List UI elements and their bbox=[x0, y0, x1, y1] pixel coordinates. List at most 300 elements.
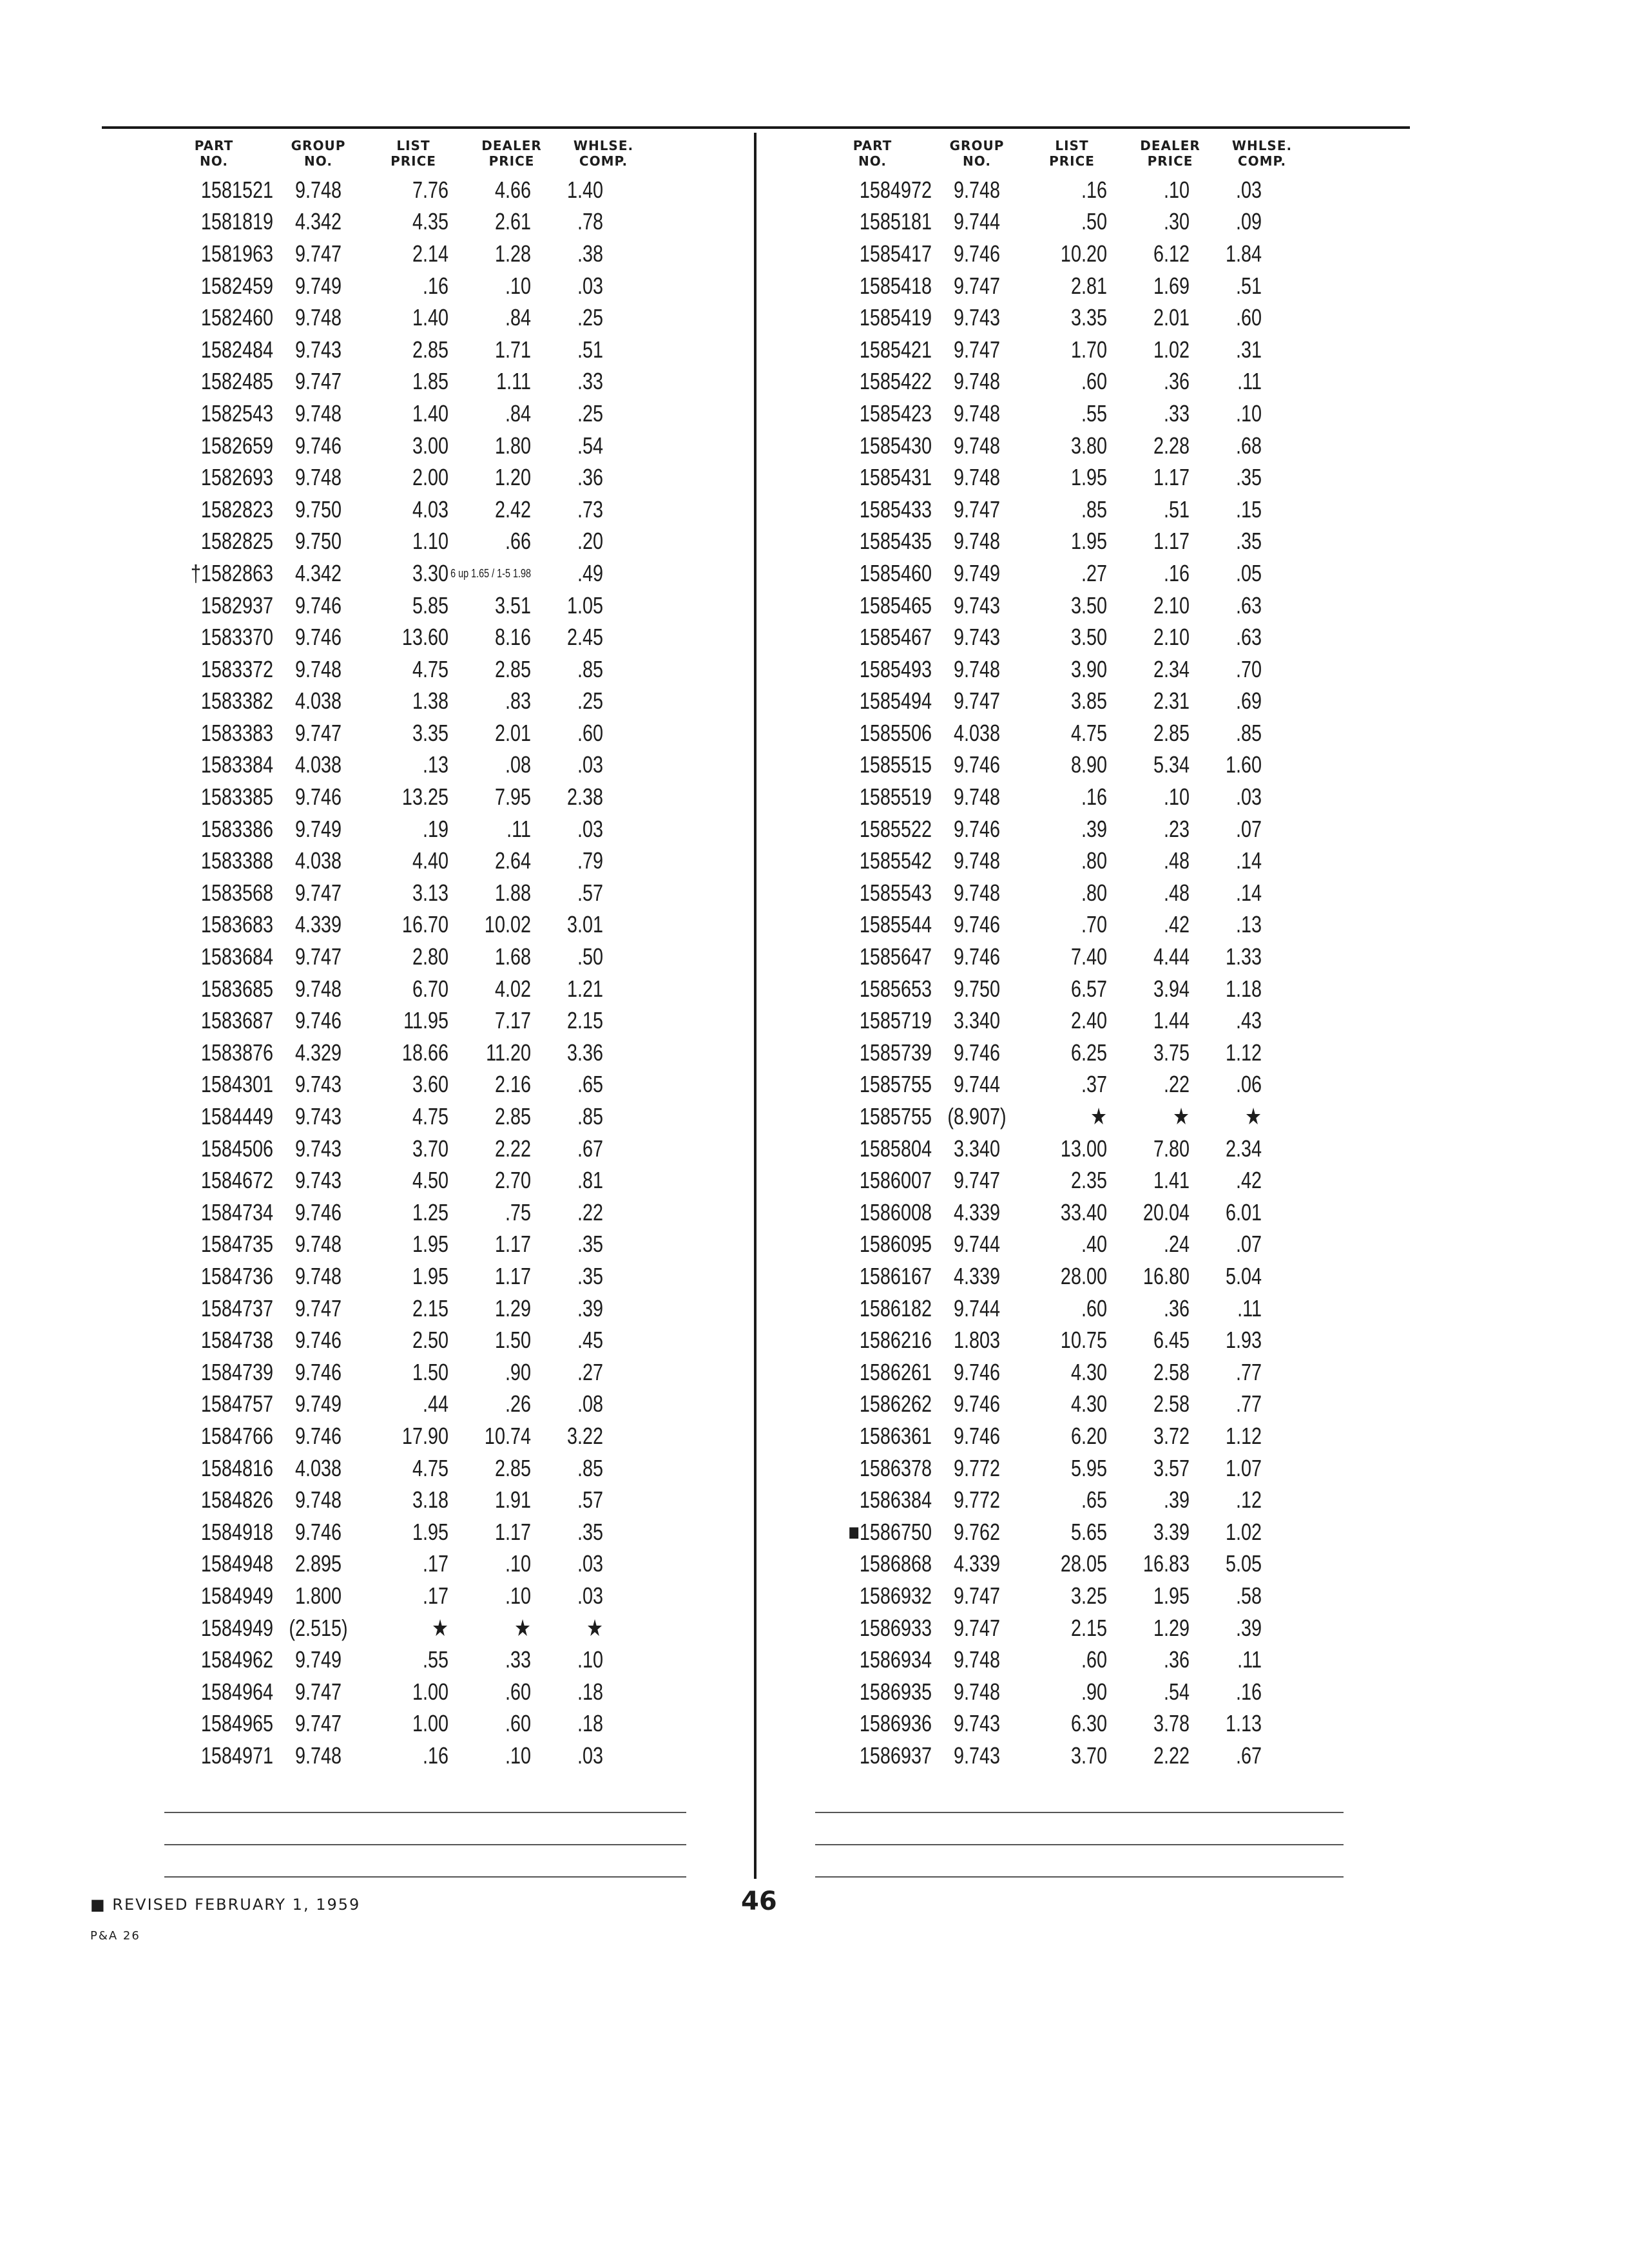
table-row bbox=[155, 206, 603, 238]
group-no-cell: 9.750 bbox=[953, 975, 1001, 1002]
table-row bbox=[155, 1452, 603, 1485]
whlse-comp-cell: .07 bbox=[1235, 815, 1262, 842]
table-row bbox=[813, 1133, 1262, 1165]
table-row bbox=[813, 717, 1262, 749]
table-row bbox=[813, 1069, 1262, 1101]
part-no-cell: 1586934 bbox=[859, 1646, 932, 1673]
list-price-cell: 1.40 bbox=[412, 304, 448, 331]
list-price-cell: 3.70 bbox=[412, 1135, 448, 1162]
list-price-cell: 3.50 bbox=[1070, 624, 1107, 651]
whlse-comp-cell: 6.01 bbox=[1225, 1198, 1262, 1225]
list-price-cell: 10.20 bbox=[1060, 240, 1107, 267]
dealer-price-cell: 2.70 bbox=[494, 1167, 531, 1194]
list-price-cell: .60 bbox=[1081, 1294, 1107, 1321]
whlse-comp-cell: .03 bbox=[1235, 783, 1262, 811]
part-no-cell: 1583388 bbox=[200, 847, 273, 874]
group-no-cell: 9.748 bbox=[294, 304, 342, 331]
group-no-cell: 9.748 bbox=[953, 399, 1001, 427]
list-price-cell: 3.90 bbox=[1070, 655, 1107, 682]
table-row bbox=[155, 1293, 603, 1325]
dealer-price-cell: 2.01 bbox=[1153, 304, 1190, 331]
dealer-price-cell: 7.95 bbox=[494, 783, 531, 811]
dealer-price-cell: .39 bbox=[1163, 1486, 1190, 1514]
whlse-comp-cell: .06 bbox=[1235, 1071, 1262, 1098]
group-no-cell: 9.748 bbox=[953, 464, 1001, 491]
list-price-cell: 1.38 bbox=[412, 687, 448, 715]
whlse-comp-cell: 3.01 bbox=[566, 911, 603, 938]
dealer-price-cell: 1.29 bbox=[1153, 1614, 1190, 1641]
part-no-cell: 1585465 bbox=[859, 591, 932, 619]
whlse-comp-cell: .67 bbox=[1235, 1742, 1262, 1769]
part-no-cell: 1586261 bbox=[859, 1358, 932, 1385]
table-row bbox=[813, 1516, 1262, 1548]
group-no-cell: 9.746 bbox=[953, 1039, 1001, 1066]
group-no-cell: 9.743 bbox=[294, 1071, 342, 1098]
part-no-cell: 1585493 bbox=[859, 655, 932, 682]
whlse-comp-cell: .36 bbox=[577, 464, 603, 491]
table-row bbox=[813, 461, 1262, 494]
group-no-cell: 9.746 bbox=[953, 1390, 1001, 1418]
dealer-price-cell: .10 bbox=[505, 1550, 531, 1577]
group-no-cell: (2.515) bbox=[289, 1614, 348, 1641]
dealer-price-cell: 3.57 bbox=[1153, 1454, 1190, 1481]
list-price-cell: .13 bbox=[422, 751, 448, 778]
table-row bbox=[813, 877, 1262, 909]
list-price-cell: .16 bbox=[1081, 783, 1107, 811]
part-no-cell: 1585430 bbox=[859, 432, 932, 459]
part-no-cell: 1583685 bbox=[200, 975, 273, 1002]
dealer-price-cell: 2.31 bbox=[1153, 687, 1190, 715]
table-row bbox=[813, 621, 1262, 653]
table-row bbox=[813, 653, 1262, 686]
list-price-cell: 1.95 bbox=[1070, 464, 1107, 491]
header-part-no: PART NO. bbox=[853, 138, 892, 169]
whlse-comp-cell: .03 bbox=[577, 1582, 603, 1609]
dealer-price-cell: 1.28 bbox=[494, 240, 531, 267]
dealer-price-cell: .30 bbox=[1163, 208, 1190, 235]
part-no-cell: 1584826 bbox=[200, 1486, 273, 1514]
whlse-comp-cell: .58 bbox=[1235, 1582, 1262, 1609]
list-price-cell: .44 bbox=[422, 1390, 448, 1418]
header-whlse-comp: WHLSE. COMP. bbox=[1231, 138, 1293, 169]
whlse-comp-cell: .07 bbox=[1235, 1231, 1262, 1258]
table-header bbox=[155, 138, 715, 174]
group-no-cell: 9.748 bbox=[294, 1262, 342, 1289]
group-no-cell: 9.749 bbox=[294, 272, 342, 299]
dealer-price-cell: .66 bbox=[505, 528, 531, 555]
part-no-cell: 1586933 bbox=[859, 1614, 932, 1641]
dealer-price-cell: 1.68 bbox=[494, 943, 531, 970]
blank-entry-line bbox=[164, 1812, 686, 1813]
list-price-cell: 4.35 bbox=[412, 208, 448, 235]
part-no-cell: 1585543 bbox=[859, 879, 932, 906]
document-code: P&A 26 bbox=[90, 1929, 140, 1943]
part-no-cell: 1583372 bbox=[200, 655, 273, 682]
part-no-cell: 1585417 bbox=[859, 240, 932, 267]
dealer-price-cell: 2.10 bbox=[1153, 591, 1190, 619]
table-row bbox=[155, 1164, 603, 1196]
whlse-comp-cell: .08 bbox=[577, 1390, 603, 1418]
whlse-comp-cell: .11 bbox=[1237, 1646, 1262, 1673]
group-no-cell: 4.339 bbox=[953, 1550, 1001, 1577]
whlse-comp-cell: .73 bbox=[577, 495, 603, 523]
dealer-price-cell: 1.17 bbox=[1153, 528, 1190, 555]
dealer-price-cell: 3.75 bbox=[1153, 1039, 1190, 1066]
whlse-comp-cell: .38 bbox=[577, 240, 603, 267]
table-body bbox=[155, 174, 715, 1772]
whlse-comp-cell: 1.12 bbox=[1225, 1039, 1262, 1066]
list-price-cell: 3.30 bbox=[412, 559, 448, 586]
part-no-cell: 1585647 bbox=[859, 943, 932, 970]
list-price-cell: 7.40 bbox=[1070, 943, 1107, 970]
list-price-cell: .65 bbox=[1081, 1486, 1107, 1514]
group-no-cell: 9.747 bbox=[953, 687, 1001, 715]
group-no-cell: 9.748 bbox=[953, 847, 1001, 874]
dealer-price-cell: 2.58 bbox=[1153, 1358, 1190, 1385]
table-row bbox=[813, 270, 1262, 302]
whlse-comp-cell: 2.34 bbox=[1225, 1135, 1262, 1162]
list-price-cell: 4.30 bbox=[1070, 1390, 1107, 1418]
table-row bbox=[155, 1740, 603, 1772]
part-no-cell: 1582485 bbox=[200, 368, 273, 395]
table-row bbox=[155, 366, 603, 398]
part-no-cell: 1585433 bbox=[859, 495, 932, 523]
whlse-comp-cell: .85 bbox=[577, 655, 603, 682]
table-row bbox=[813, 1740, 1262, 1772]
list-price-cell: 18.66 bbox=[401, 1039, 448, 1066]
whlse-comp-cell: .35 bbox=[1235, 528, 1262, 555]
part-no-cell: 1585542 bbox=[859, 847, 932, 874]
group-no-cell: 9.746 bbox=[294, 1358, 342, 1385]
group-no-cell: 9.746 bbox=[953, 943, 1001, 970]
whlse-comp-cell: 1.07 bbox=[1225, 1454, 1262, 1481]
list-price-cell: .39 bbox=[1081, 815, 1107, 842]
list-price-cell: .55 bbox=[1081, 399, 1107, 427]
table-row bbox=[155, 1420, 603, 1452]
group-no-cell: 9.743 bbox=[953, 591, 1001, 619]
list-price-cell: .55 bbox=[422, 1646, 448, 1673]
list-price-cell: 13.00 bbox=[1060, 1135, 1107, 1162]
dealer-price-cell: 1.11 bbox=[496, 368, 531, 395]
whlse-comp-cell: .35 bbox=[577, 1518, 603, 1545]
dealer-price-cell: 1.17 bbox=[494, 1518, 531, 1545]
whlse-comp-cell: .03 bbox=[577, 1550, 603, 1577]
dealer-price-cell: .11 bbox=[506, 815, 531, 842]
whlse-comp-cell: .63 bbox=[1235, 624, 1262, 651]
whlse-comp-cell: .69 bbox=[1235, 687, 1262, 715]
part-no-cell: 1585755 bbox=[859, 1071, 932, 1098]
group-no-cell: 9.750 bbox=[294, 528, 342, 555]
group-no-cell: 9.747 bbox=[953, 1614, 1001, 1641]
group-no-cell: 9.746 bbox=[294, 783, 342, 811]
group-no-cell: 9.748 bbox=[953, 432, 1001, 459]
table-row bbox=[155, 1229, 603, 1261]
list-price-cell: 3.00 bbox=[412, 432, 448, 459]
whlse-comp-cell: .25 bbox=[577, 687, 603, 715]
dealer-price-cell: 6.12 bbox=[1153, 240, 1190, 267]
group-no-cell: 4.339 bbox=[953, 1262, 1001, 1289]
group-no-cell: 9.743 bbox=[953, 624, 1001, 651]
table-row bbox=[155, 461, 603, 494]
part-no-cell: 1585418 bbox=[859, 272, 932, 299]
list-price-cell: 1.70 bbox=[1070, 336, 1107, 363]
whlse-comp-cell: .12 bbox=[1235, 1486, 1262, 1514]
group-no-cell: 9.747 bbox=[294, 1710, 342, 1737]
part-no-cell: 1585804 bbox=[859, 1135, 932, 1162]
whlse-comp-cell: 2.45 bbox=[566, 624, 603, 651]
part-no-cell: 1583383 bbox=[200, 719, 273, 746]
whlse-comp-cell: 3.22 bbox=[566, 1422, 603, 1449]
table-row bbox=[155, 1100, 603, 1133]
part-no-cell: 1585181 bbox=[859, 208, 932, 235]
list-price-cell: 2.14 bbox=[412, 240, 448, 267]
group-no-cell: 9.744 bbox=[953, 1071, 1001, 1098]
part-no-cell: 1586262 bbox=[859, 1390, 932, 1418]
dealer-price-cell: 3.94 bbox=[1153, 975, 1190, 1002]
table-row bbox=[155, 941, 603, 973]
table-row bbox=[813, 334, 1262, 366]
list-price-cell: 16.70 bbox=[401, 911, 448, 938]
dealer-price-cell: 4.66 bbox=[494, 176, 531, 203]
part-no-cell: 1584739 bbox=[200, 1358, 273, 1385]
blank-entry-line bbox=[164, 1844, 686, 1845]
table-row bbox=[155, 1196, 603, 1229]
list-price-cell: 6.20 bbox=[1070, 1422, 1107, 1449]
whlse-comp-cell: .25 bbox=[577, 304, 603, 331]
part-no-cell: 1585739 bbox=[859, 1039, 932, 1066]
table-row bbox=[813, 1164, 1262, 1196]
dealer-price-cell: 2.58 bbox=[1153, 1390, 1190, 1418]
part-no-cell: 1584949 bbox=[200, 1582, 273, 1609]
table-row bbox=[155, 1516, 603, 1548]
group-no-cell: 9.747 bbox=[294, 240, 342, 267]
list-price-cell: .40 bbox=[1081, 1231, 1107, 1258]
part-no-cell: 1586095 bbox=[859, 1231, 932, 1258]
dealer-price-cell: .22 bbox=[1163, 1071, 1190, 1098]
table-row bbox=[155, 1580, 603, 1612]
group-no-cell: 1.800 bbox=[294, 1582, 342, 1609]
list-price-cell: 2.85 bbox=[412, 336, 448, 363]
part-no-cell: 1585435 bbox=[859, 528, 932, 555]
list-price-cell: 1.95 bbox=[1070, 528, 1107, 555]
part-no-cell: 1586008 bbox=[859, 1198, 932, 1225]
group-no-cell: 9.746 bbox=[294, 1422, 342, 1449]
list-price-cell: .80 bbox=[1081, 847, 1107, 874]
group-no-cell: 4.342 bbox=[294, 208, 342, 235]
group-no-cell: 3.340 bbox=[953, 1135, 1001, 1162]
list-price-cell: 1.50 bbox=[412, 1358, 448, 1385]
dealer-price-cell: 5.34 bbox=[1153, 751, 1190, 778]
part-no-cell: 1584949 bbox=[200, 1614, 273, 1641]
whlse-comp-cell: .57 bbox=[577, 879, 603, 906]
group-no-cell: 9.746 bbox=[953, 1358, 1001, 1385]
dealer-price-cell: 2.61 bbox=[494, 208, 531, 235]
part-no-cell: 1583386 bbox=[200, 815, 273, 842]
whlse-comp-cell: .77 bbox=[1235, 1358, 1262, 1385]
table-row bbox=[813, 749, 1262, 782]
table-row bbox=[155, 973, 603, 1005]
dealer-price-cell: 2.85 bbox=[494, 1103, 531, 1130]
whlse-comp-cell: .43 bbox=[1235, 1007, 1262, 1034]
dealer-price-cell: .84 bbox=[505, 399, 531, 427]
list-price-cell: .60 bbox=[1081, 1646, 1107, 1673]
table-row bbox=[813, 1037, 1262, 1069]
group-no-cell: 4.038 bbox=[294, 751, 342, 778]
whlse-comp-cell: 1.18 bbox=[1225, 975, 1262, 1002]
part-no-cell: 1583684 bbox=[200, 943, 273, 970]
whlse-comp-cell: .03 bbox=[1235, 176, 1262, 203]
list-price-cell: 1.95 bbox=[412, 1231, 448, 1258]
whlse-comp-cell: .42 bbox=[1235, 1167, 1262, 1194]
part-no-cell: 1586936 bbox=[859, 1710, 932, 1737]
list-price-cell: 1.95 bbox=[412, 1262, 448, 1289]
whlse-comp-cell: .54 bbox=[577, 432, 603, 459]
whlse-comp-cell: .77 bbox=[1235, 1390, 1262, 1418]
group-no-cell: 9.743 bbox=[953, 1710, 1001, 1737]
dealer-price-cell: 1.91 bbox=[494, 1486, 531, 1514]
dealer-price-cell: 2.01 bbox=[494, 719, 531, 746]
list-price-cell: 5.65 bbox=[1070, 1518, 1107, 1545]
part-no-cell: 1586007 bbox=[859, 1167, 932, 1194]
part-no-cell: 1582825 bbox=[200, 528, 273, 555]
table-row bbox=[813, 206, 1262, 238]
revision-note: ■ REVISED FEBRUARY 1, 1959 bbox=[90, 1896, 361, 1914]
part-no-cell: 1584948 bbox=[200, 1550, 273, 1577]
list-price-cell: 6.30 bbox=[1070, 1710, 1107, 1737]
table-row bbox=[155, 238, 603, 270]
dealer-price-cell: .42 bbox=[1163, 911, 1190, 938]
dealer-price-cell: 1.50 bbox=[494, 1327, 531, 1354]
header-group-no: GROUP NO. bbox=[291, 138, 346, 169]
part-no-cell: 1584964 bbox=[200, 1678, 273, 1705]
part-no-cell: 1585467 bbox=[859, 624, 932, 651]
group-no-cell: 9.748 bbox=[953, 368, 1001, 395]
table-row bbox=[155, 845, 603, 877]
dealer-price-cell: 2.28 bbox=[1153, 432, 1190, 459]
whlse-comp-cell: .81 bbox=[577, 1167, 603, 1194]
whlse-comp-cell: .39 bbox=[1235, 1614, 1262, 1641]
list-price-cell: 28.00 bbox=[1060, 1262, 1107, 1289]
whlse-comp-cell: 1.02 bbox=[1225, 1518, 1262, 1545]
group-no-cell: 9.748 bbox=[953, 176, 1001, 203]
whlse-comp-cell: 5.04 bbox=[1225, 1262, 1262, 1289]
part-no-cell: 1582460 bbox=[200, 304, 273, 331]
table-row bbox=[813, 1420, 1262, 1452]
list-price-cell: 3.13 bbox=[412, 879, 448, 906]
whlse-comp-cell: .14 bbox=[1235, 847, 1262, 874]
part-no-cell: 1585419 bbox=[859, 304, 932, 331]
dealer-price-cell: 7.80 bbox=[1153, 1135, 1190, 1162]
table-row bbox=[155, 877, 603, 909]
list-price-cell: 3.35 bbox=[412, 719, 448, 746]
list-price-cell: 2.35 bbox=[1070, 1167, 1107, 1194]
list-price-cell: .17 bbox=[422, 1550, 448, 1577]
group-no-cell: 9.748 bbox=[294, 176, 342, 203]
group-no-cell: 9.743 bbox=[294, 1135, 342, 1162]
dealer-price-cell: .60 bbox=[505, 1678, 531, 1705]
table-row bbox=[813, 526, 1262, 558]
group-no-cell: 9.762 bbox=[953, 1518, 1001, 1545]
table-row bbox=[155, 781, 603, 813]
group-no-cell: 9.749 bbox=[294, 1390, 342, 1418]
header-part-no: PART NO. bbox=[194, 138, 234, 169]
part-no-cell: 1584965 bbox=[200, 1710, 273, 1737]
dealer-price-cell: .08 bbox=[505, 751, 531, 778]
part-no-cell: 1583568 bbox=[200, 879, 273, 906]
list-price-cell: 2.00 bbox=[412, 464, 448, 491]
list-price-cell: .27 bbox=[1081, 559, 1107, 586]
part-no-cell: 1583384 bbox=[200, 751, 273, 778]
group-no-cell: 9.747 bbox=[953, 1167, 1001, 1194]
group-no-cell: 9.746 bbox=[953, 751, 1001, 778]
group-no-cell: 9.747 bbox=[953, 1582, 1001, 1609]
table-row bbox=[155, 1133, 603, 1165]
group-no-cell: 4.339 bbox=[294, 911, 342, 938]
group-no-cell: 4.038 bbox=[953, 719, 1001, 746]
table-row bbox=[813, 174, 1262, 206]
list-price-cell: 4.50 bbox=[412, 1167, 448, 1194]
table-row bbox=[813, 1484, 1262, 1516]
list-price-cell: .70 bbox=[1081, 911, 1107, 938]
whlse-comp-cell: .70 bbox=[1235, 655, 1262, 682]
whlse-comp-cell: .35 bbox=[577, 1262, 603, 1289]
dealer-price-cell: 1.17 bbox=[494, 1262, 531, 1289]
part-no-cell: 1584734 bbox=[200, 1198, 273, 1225]
group-no-cell: 9.746 bbox=[294, 1007, 342, 1034]
dealer-price-cell: 1.29 bbox=[494, 1294, 531, 1321]
list-price-cell: 1.00 bbox=[412, 1710, 448, 1737]
dealer-price-cell: 3.78 bbox=[1153, 1710, 1190, 1737]
whlse-comp-cell: .09 bbox=[1235, 208, 1262, 235]
list-price-cell: 2.80 bbox=[412, 943, 448, 970]
table-row bbox=[813, 1612, 1262, 1644]
table-row bbox=[155, 1708, 603, 1740]
dealer-price-cell: 10.74 bbox=[484, 1422, 531, 1449]
whlse-comp-cell: .14 bbox=[1235, 879, 1262, 906]
whlse-comp-cell: .10 bbox=[577, 1646, 603, 1673]
table-row bbox=[813, 813, 1262, 845]
dealer-price-cell: 1.95 bbox=[1153, 1582, 1190, 1609]
part-no-cell: 1584506 bbox=[200, 1135, 273, 1162]
whlse-comp-cell: .11 bbox=[1237, 368, 1262, 395]
list-price-cell: 28.05 bbox=[1060, 1550, 1107, 1577]
dealer-price-cell: 1.71 bbox=[494, 336, 531, 363]
whlse-comp-cell: .27 bbox=[577, 1358, 603, 1385]
dealer-price-cell: 4.44 bbox=[1153, 943, 1190, 970]
table-row bbox=[813, 590, 1262, 622]
part-no-cell: 1583370 bbox=[200, 624, 273, 651]
table-header bbox=[813, 138, 1374, 174]
list-price-cell: .60 bbox=[1081, 368, 1107, 395]
list-price-cell: 6.25 bbox=[1070, 1039, 1107, 1066]
dealer-price-cell: 6.45 bbox=[1153, 1327, 1190, 1354]
list-price-cell: .85 bbox=[1081, 495, 1107, 523]
list-price-cell: .80 bbox=[1081, 879, 1107, 906]
group-no-cell: 9.748 bbox=[953, 1646, 1001, 1673]
list-price-cell: .19 bbox=[422, 815, 448, 842]
group-no-cell: 9.749 bbox=[294, 1646, 342, 1673]
group-no-cell: 4.342 bbox=[294, 559, 342, 586]
table-row bbox=[813, 494, 1262, 526]
table-row bbox=[155, 1260, 603, 1293]
table-row bbox=[155, 174, 603, 206]
group-no-cell: 4.339 bbox=[953, 1198, 1001, 1225]
group-no-cell: 1.803 bbox=[953, 1327, 1001, 1354]
table-row bbox=[813, 1324, 1262, 1356]
dealer-price-cell: .84 bbox=[505, 304, 531, 331]
table-row bbox=[813, 1452, 1262, 1485]
dealer-price-cell: .75 bbox=[505, 1198, 531, 1225]
